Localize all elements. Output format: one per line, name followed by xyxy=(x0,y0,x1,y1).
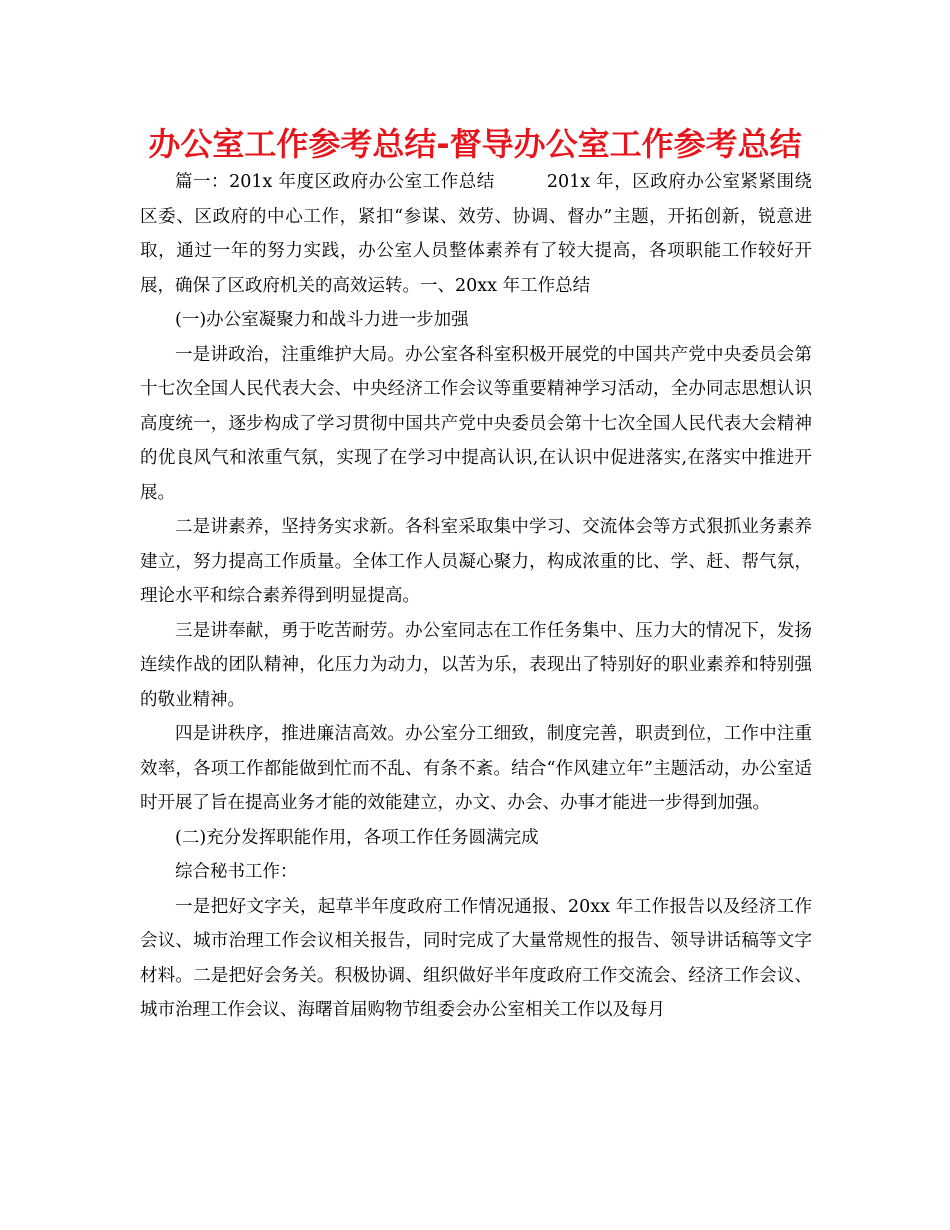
paragraph-7: (二)充分发挥职能作用，各项工作任务圆满完成 xyxy=(175,827,539,848)
paragraph-2: (一)办公室凝聚力和战斗力进一步加强 xyxy=(175,310,469,330)
paragraph-1-part-2: 201x 年，区政府办公室紧紧围绕区委、区政府的中心工作，紧扣“参谋、效劳、协调、督办”主题，开拓创新，锐意进取，通过一年的努力实践，办公室人员整体素养有了较大提高，各项职能工作较好开展，确保了区政府机关的高效运转。一、20xx 年工作总结 xyxy=(140,172,812,296)
document-title: 办公室工作参考总结-督导办公室工作参考总结 xyxy=(148,125,802,163)
paragraph-3: 一是讲政治，注重维护大局。办公室各科室积极开展党的中国共产党中央委员会第十七次全国人民代表大会、中央经济工作会议等重要精神学习活动，全办同志思想认识高度统一，逐步构成了学习贯彻中国共产党中央委员会第十七次全国人民代表大会精神的优良风气和浓重气氛，实现了在学习中提高认识,在认识中促进落实,在落实中推进开展。 xyxy=(140,344,812,503)
paragraph-4: 二是讲素养，坚持务实求新。各科室采取集中学习、交流体会等方式狠抓业务素养建立，努力提高工作质量。全体工作人员凝心聚力，构成浓重的比、学、赶、帮气氛，理论水平和综合素养得到明显提高。 xyxy=(140,517,812,606)
document-body xyxy=(140,165,812,1028)
paragraph-8: 综合秘书工作： xyxy=(175,862,298,882)
paragraph-6: 四是讲秩序，推进廉洁高效。办公室分工细致，制度完善，职责到位，工作中注重效率，各项工作都能做到忙而不乱、有条不紊。结合“作风建立年”主题活动，办公室适时开展了旨在提高业务才能的效能建立，办文、办会、办事才能进一步得到加强。 xyxy=(140,724,812,813)
paragraph-9: 一是把好文字关，起草半年度政府工作情况通报、20xx 年工作报告以及经济工作会议、城市治理工作会议相关报告，同时完成了大量常规性的报告、领导讲话稿等文字材料。二是把好会务关。积极协调、组织做好半年度政府工作交流会、经济工作会议、城市治理工作会议、海曙首届购物节组委会办公室相关工作以及每月 xyxy=(140,896,812,1020)
paragraph-1 xyxy=(140,165,812,303)
paragraph-1-part-1: 篇一：201x 年度区政府办公室工作总结 xyxy=(175,172,495,192)
paragraph-5: 三是讲奉献，勇于吃苦耐劳。办公室同志在工作任务集中、压力大的情况下，发扬连续作战的团队精神，化压力为动力，以苦为乐，表现出了特别好的职业素养和特别强的敬业精神。 xyxy=(140,620,812,710)
